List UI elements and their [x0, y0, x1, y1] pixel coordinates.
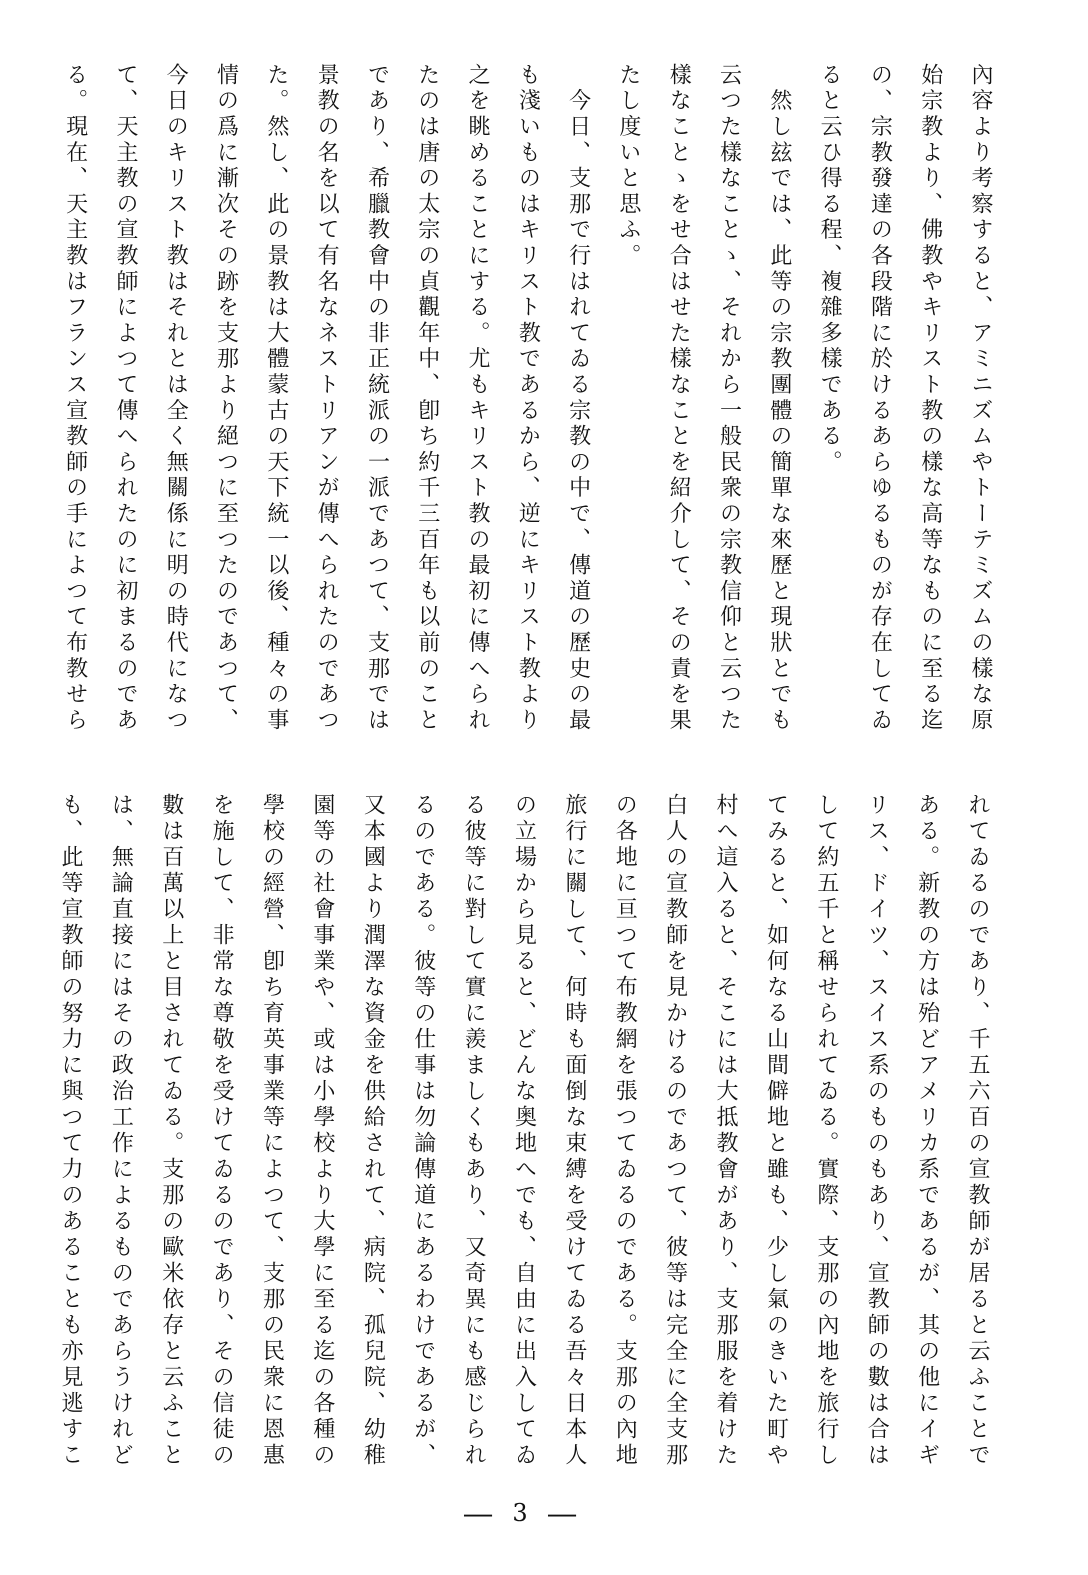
text-column: 學校の經營、卽ち育英事業等によつて、支那の民衆に恩惠 — [259, 793, 285, 1469]
text-column: る彼等に對して實に羨ましくもあり、又奇異にも感じられ — [461, 793, 487, 1469]
text-column: ると云ひ得る程、複雜多樣である。 — [817, 63, 843, 476]
text-column: 始宗教より、佛教やキリスト教の樣な高等なものに至る迄 — [917, 63, 943, 734]
text-column: 今日、支那で行はれてゐる宗教の中で、傳道の歷史の最 — [565, 63, 591, 734]
text-column: 村へ這入ると、そこには大抵教會があり、支那服を着けた — [713, 793, 739, 1469]
text-column: も淺いものはキリスト教であるから、逆にキリスト教より — [515, 63, 541, 734]
text-column: リス、ドイツ、スイス系のものもあり、宣教師の數は合は — [864, 793, 890, 1469]
text-column: 白人の宣教師を見かけるのであつて、彼等は完全に全支那 — [662, 793, 688, 1469]
text-column: 云つた樣なことゝ、それから一般民衆の宗教信仰と云つた — [716, 63, 742, 734]
text-column: を施して、非常な尊敬を受けてゐるのであり、その信徒の — [209, 793, 235, 1469]
text-column: であり、希臘教會中の非正統派の一派であつて、支那では — [364, 63, 390, 734]
page-number-dash-left: — — [462, 1496, 494, 1530]
text-column: てみると、如何なる山間僻地と雖も、少し氣のきいた町や — [763, 793, 789, 1469]
upper-text-block — [49, 63, 1005, 737]
text-column: 旅行に關して、何時も面倒な束縛を受けてゐる吾々日本人 — [561, 793, 587, 1469]
text-column: 景教の名を以て有名なネストリアンが傳へられたのであつ — [314, 63, 340, 734]
page-number — [440, 1498, 600, 1528]
text-column: 樣なことゝをせ合はせた樣なことを紹介して、その責を果 — [666, 63, 692, 734]
text-column: る。現在、天主教はフランス宣教師の手によつて布教せら — [62, 63, 88, 734]
text-column: ある。新教の方は殆どアメリカ系であるが、其の他にイギ — [914, 793, 940, 1469]
text-column: たし度いと思ふ。 — [615, 63, 641, 270]
text-column: して約五千と稱せられてゐる。實際、支那の內地を旅行し — [813, 793, 839, 1469]
text-column: 然し玆では、此等の宗教團體の簡單な來歷と現狀とでも — [766, 63, 792, 734]
text-column: れてゐるのであり、千五六百の宣教師が居ると云ふことで — [965, 793, 990, 1469]
text-column: 情の爲に漸次その跡を支那より絕つに至つたのであつて、 — [213, 63, 239, 734]
text-column: 之を眺めることにする。尤もキリスト教の最初に傳へられ — [465, 63, 491, 734]
text-column: 又本國より潤澤な資金を供給されて、病院、孤兒院、幼稚 — [360, 793, 386, 1469]
text-column: 今日のキリスト教はそれとは全く無關係に明の時代になつ — [163, 63, 189, 734]
text-column: 內容より考察すると、アミニズムやトーテミズムの樣な原 — [968, 63, 993, 734]
text-column: 數は百萬以上と目されてゐる。支那の歐米依存と云ふこと — [158, 793, 184, 1469]
text-column: の、宗教發達の各段階に於けるあらゆるものが存在してゐ — [867, 63, 893, 734]
text-column: るのである。彼等の仕事は勿論傳道にあるわけであるが、 — [410, 793, 436, 1469]
text-column: も、此等宣教師の努力に與つて力のあることも亦見逃すこ — [57, 793, 83, 1469]
page-number-dash-right: — — [546, 1496, 578, 1530]
text-column: たのは唐の太宗の貞觀年中、卽ち約千三百年も以前のこと — [414, 63, 440, 734]
text-column: の各地に亘つて布教網を張つてゐるのである。支那の內地 — [612, 793, 638, 1469]
text-column: 園等の社會事業や、或は小學校より大學に至る迄の各種の — [309, 793, 335, 1469]
text-column: た。然し、此の景教は大體蒙古の天下統一以後、種々の事 — [263, 63, 289, 734]
lower-text-block — [44, 793, 1002, 1471]
text-column: は、無論直接にはその政治工作によるものであらうけれど — [108, 793, 134, 1469]
text-column: て、天主教の宣教師によつて傳へられたのに初まるのであ — [112, 63, 138, 734]
text-column: の立場から見ると、どんな奥地へでも、自由に出入してゐ — [511, 793, 537, 1469]
page-number-value: 3 — [512, 1499, 528, 1527]
